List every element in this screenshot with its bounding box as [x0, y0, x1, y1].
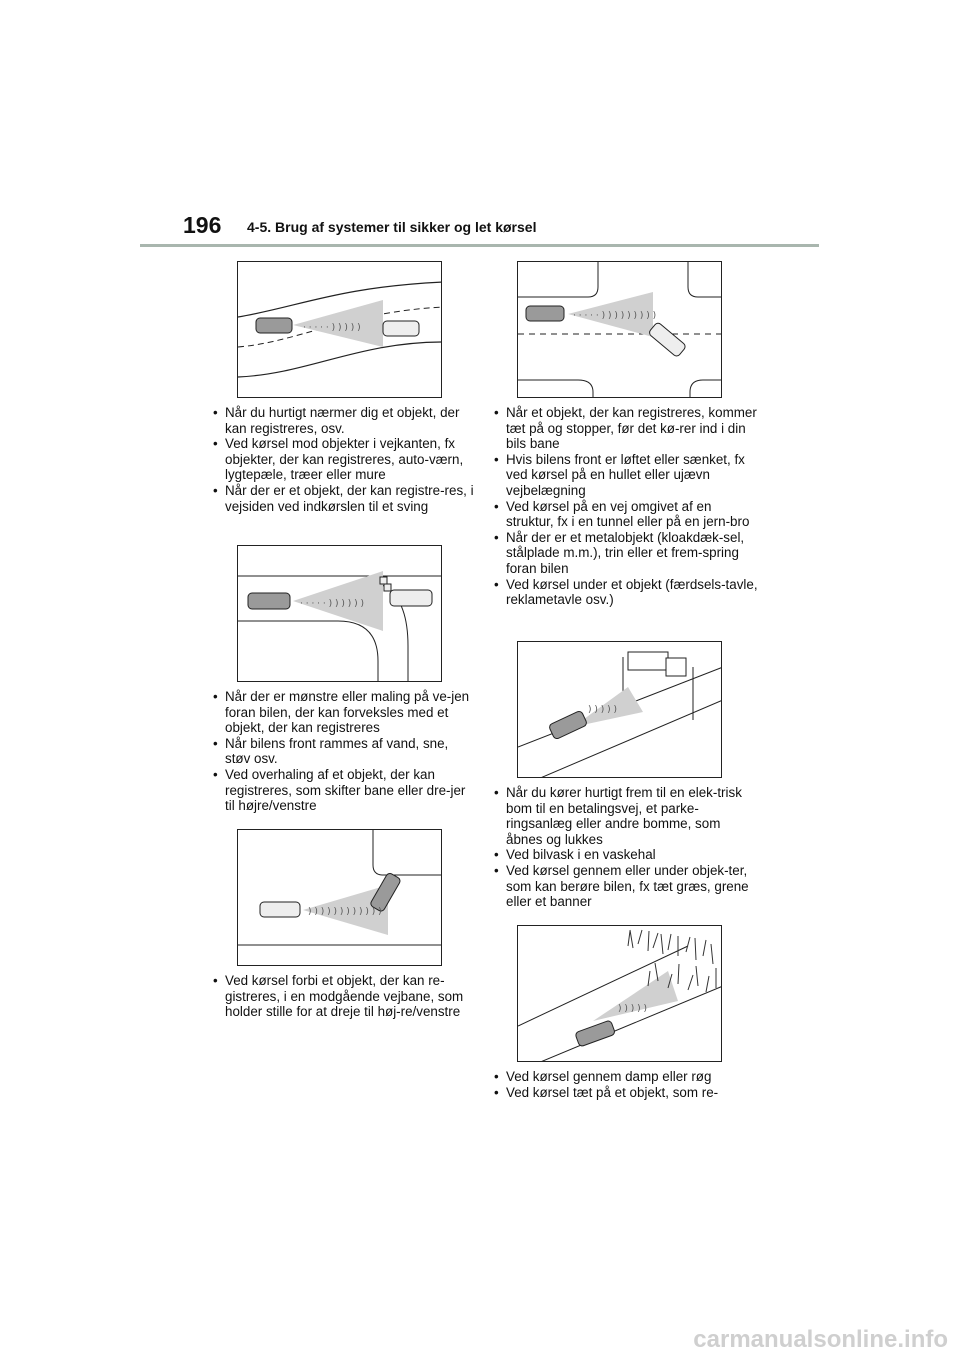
page-number: 196 — [183, 212, 222, 238]
bullet-list-right-3 — [490, 1069, 758, 1100]
bullet-list-left-3 — [209, 973, 477, 1020]
section-title: 4-5. Brug af systemer til sikker og let kørsel — [247, 219, 537, 235]
list-item: • Ved bilvask i en vaskehal — [490, 847, 758, 863]
svg-text:) ) ) ) ): ) ) ) ) ) — [588, 705, 617, 715]
list-item: • Ved kørsel gennem eller under objek-ter, som kan berøre bilen, fx tæt græs, grene eller et banner — [490, 863, 758, 910]
bullet-list-left-2 — [209, 689, 477, 814]
bullet-list-right-2 — [490, 785, 758, 910]
list-item: • Ved kørsel under et objekt (færdsels-tavle, reklametavle osv.) — [490, 577, 758, 608]
figure-oncoming-turn — [237, 829, 442, 966]
svg-text:· · · · · ) ) ) ) ) ): · · · · · ) ) ) ) ) ) — [300, 599, 364, 609]
list-item: • Når du hurtigt nærmer dig et objekt, der kan registreres, osv. — [209, 405, 477, 436]
figure-turn-objects — [237, 545, 442, 682]
list-item: • Når du kører hurtigt frem til en elek-trisk bom til en betalingsvej, et parke-ringsanlæg eller andre bomme, som åbnes og lukkes — [490, 785, 758, 847]
list-item: • Ved overhaling af et objekt, der kan registreres, som skifter bane eller dre-jer til højre/venstre — [209, 767, 477, 814]
bullet-list-left-1 — [209, 405, 477, 514]
figure-grass — [517, 925, 722, 1062]
svg-text:) ) ) ) ) ) ) ) ) ) ) ): ) ) ) ) ) ) ) ) ) ) ) ) — [308, 907, 382, 917]
list-item: • Ved kørsel forbi et objekt, der kan re-gistreres, i en modgående vejbane, som holder stille for at dreje til høj-re/venstre — [209, 973, 477, 1020]
list-item: • Når et objekt, der kan registreres, kommer tæt på og stopper, før det kø-rer ind i din bils bane — [490, 405, 758, 452]
figure-curved-road — [237, 261, 442, 398]
bullet-list-right-1 — [490, 405, 758, 608]
list-item: • Ved kørsel tæt på et objekt, som re- — [490, 1085, 758, 1101]
watermark-text: carmanualsonline.info — [693, 1326, 948, 1353]
list-item: • Når der er et metalobjekt (kloakdæk-sel, stålplade m.m.), trin eller et frem-spring foran bilen — [490, 530, 758, 577]
svg-text:· · · · · ) ) ) ) ) ) ) ) ): · · · · · ) ) ) ) ) ) ) ) ) — [573, 311, 657, 321]
figure-overhead-sign — [517, 641, 722, 778]
header-rule — [140, 244, 819, 247]
list-item: • Når der er mønstre eller maling på ve-jen foran bilen, der kan forveksles med et objekt, der kan registreres — [209, 689, 477, 736]
list-item: • Når der er et objekt, der kan registre-res, i vejsiden ved indkørslen til et sving — [209, 483, 477, 514]
list-item: • Ved kørsel gennem damp eller røg — [490, 1069, 758, 1085]
figure-crossing-car — [517, 261, 722, 398]
list-item: • Når bilens front rammes af vand, sne, støv osv. — [209, 736, 477, 767]
svg-text:· · · · · ) ) ) ) ): · · · · · ) ) ) ) ) — [303, 323, 361, 333]
list-item: • Hvis bilens front er løftet eller sænket, fx ved kørsel på en hullet eller ujævn vejbelægning — [490, 452, 758, 499]
svg-text:) ) ) ) ): ) ) ) ) ) — [618, 1004, 647, 1014]
list-item: • Ved kørsel mod objekter i vejkanten, fx objekter, der kan registreres, auto-værn, lygtepæle, træer eller mure — [209, 436, 477, 483]
list-item: • Ved kørsel på en vej omgivet af en struktur, fx i en tunnel eller på en jern-bro — [490, 499, 758, 530]
